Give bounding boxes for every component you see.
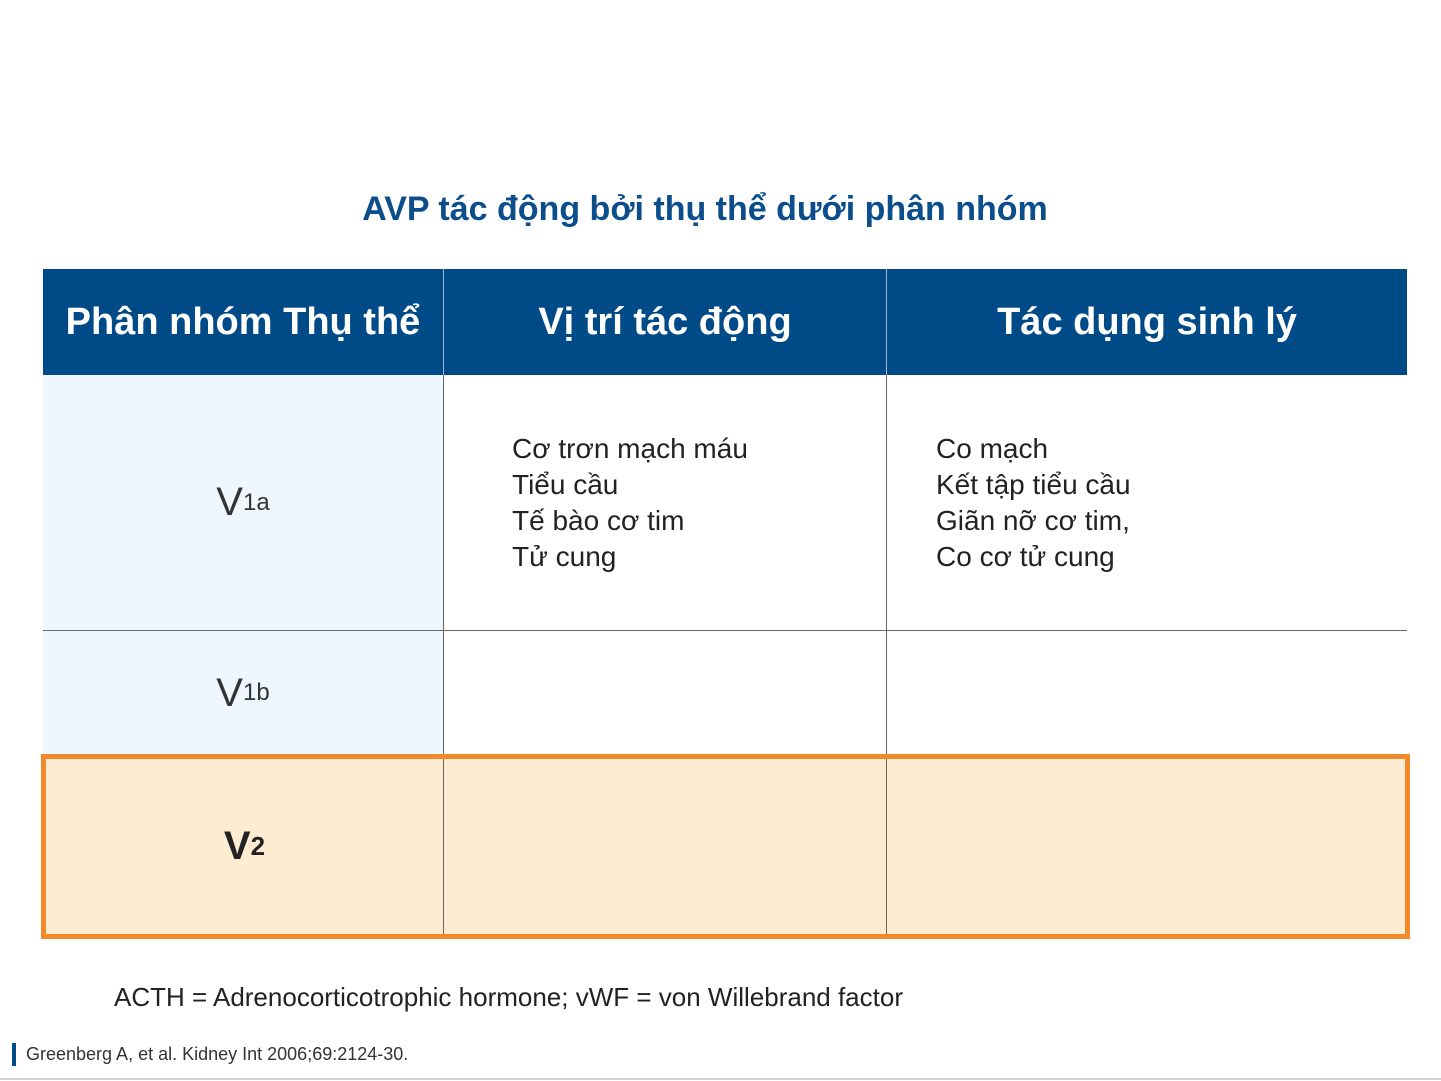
list-item: Kết tập tiểu cầu (936, 469, 1131, 500)
header-site-of-action: Vị trí tác động (443, 269, 886, 375)
table-row-v1a (43, 375, 1407, 631)
list-item: Giãn nỡ cơ tim, (936, 505, 1130, 536)
receptor-label-v2 (46, 759, 443, 934)
receptor-name: V (216, 480, 243, 524)
table-row-v1b (43, 631, 1407, 755)
list-item: Tế bào cơ tim (512, 505, 685, 536)
abbreviation-footnote: ACTH = Adrenocorticotrophic hormone; vWF = von Willebrand factor (114, 982, 903, 1012)
receptor-table (43, 269, 1407, 755)
receptor-subscript: 1a (242, 488, 270, 516)
header-physiological-effect: Tác dụng sinh lý (886, 269, 1407, 375)
bottom-divider (0, 1078, 1441, 1080)
receptor-name: V (216, 670, 243, 715)
list-item: Tiểu cầu (512, 469, 619, 500)
sites-cell-v1a (443, 375, 886, 630)
list-item: Co mạch (936, 433, 1049, 464)
header-receptor-subgroup: Phân nhóm Thụ thể (65, 300, 421, 343)
slide-title: AVP tác động bởi thụ thể dưới phân nhóm (362, 190, 1048, 228)
effects-cell-v1b (886, 631, 1407, 755)
effects-cell-v1a (886, 375, 1407, 630)
receptor-label-v1a (43, 375, 443, 630)
receptor-subscript: 2 (250, 831, 266, 861)
receptor-name: V (223, 824, 251, 868)
reference-citation: Greenberg A, et al. Kidney Int 2006;69:2124-30. (26, 1044, 409, 1064)
reference-marker (12, 1043, 16, 1066)
table-header (43, 269, 1407, 375)
list-item: Cơ trơn mạch máu (512, 433, 748, 464)
sites-cell-v2 (443, 759, 886, 934)
list-item: Tử cung (512, 541, 617, 572)
table-row-v2-highlighted (41, 754, 1410, 939)
receptor-subscript: 1b (242, 679, 270, 706)
list-item: Co cơ tử cung (936, 541, 1115, 572)
effects-cell-v2 (886, 759, 1405, 934)
sites-cell-v1b (443, 631, 886, 755)
receptor-label-v1b (43, 631, 443, 755)
